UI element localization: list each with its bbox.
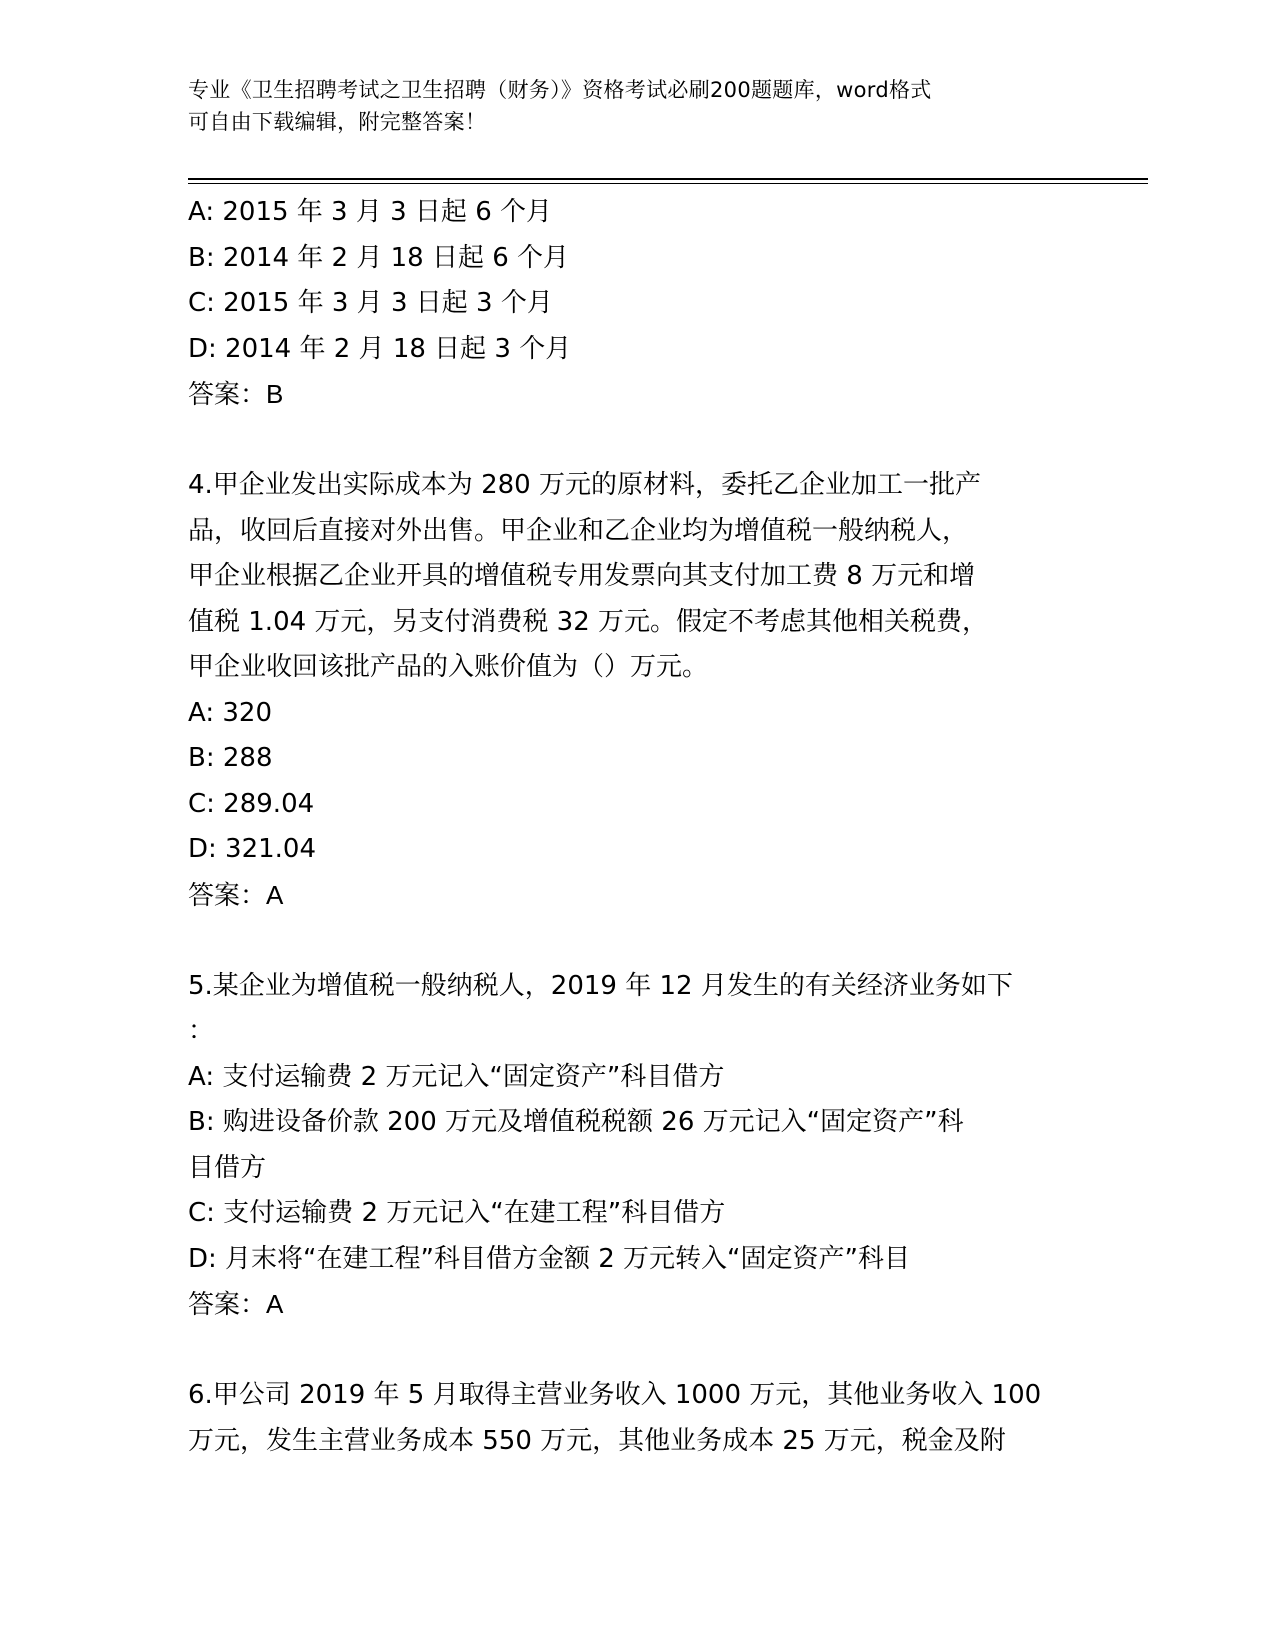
question-text-line: 万元，发生主营业务成本 550 万元，其他业务成本 25 万元，税金及附 <box>188 1425 1006 1456</box>
question-text-line: 5.某企业为增值税一般纳税人，2019 年 12 月发生的有关经济业务如下 <box>188 970 1013 1001</box>
option-b: B: 购进设备价款 200 万元及增值税税额 26 万元记入“固定资产”科 <box>188 1107 964 1137</box>
spacer <box>188 418 1088 464</box>
option-d: D: 2014 年 2 月 18 日起 3 个月 <box>188 333 572 364</box>
option-b: B: 2014 年 2 月 18 日起 6 个月 <box>188 242 570 273</box>
question-text-line: ： <box>188 1016 215 1046</box>
answer: 答案：A <box>188 879 284 910</box>
option-c: C: 支付运输费 2 万元记入“在建工程”科目借方 <box>188 1198 726 1228</box>
document-body <box>188 190 1088 1464</box>
header-line-2: 可自由下载编辑，附完整答案！ <box>188 110 487 134</box>
question-5 <box>188 964 1088 1328</box>
option-c: C: 2015 年 3 月 3 日起 3 个月 <box>188 288 553 318</box>
header-rule-thick <box>188 178 1148 180</box>
option-a: A: 2015 年 3 月 3 日起 6 个月 <box>188 197 553 227</box>
question-text-line: 4.甲企业发出实际成本为 280 万元的原材料，委托乙企业加工一批产 <box>188 470 981 500</box>
spacer <box>188 1328 1088 1374</box>
document-header <box>188 74 1088 138</box>
question-text-line: 6.甲公司 2019 年 5 月取得主营业务收入 1000 万元，其他业务收入 100 <box>188 1380 1042 1410</box>
option-c: C: 289.04 <box>188 788 315 819</box>
header-rule-thin <box>188 183 1148 184</box>
header-line-1: 专业《卫生招聘考试之卫生招聘（财务）》资格考试必刷200题题库，word格式 <box>188 78 932 102</box>
option-b: B: 288 <box>188 743 273 773</box>
option-d: D: 月末将“在建工程”科目借方金额 2 万元转入“固定资产”科目 <box>188 1243 910 1274</box>
spacer <box>188 918 1088 964</box>
answer: 答案：A <box>188 1289 284 1319</box>
option-a: A: 320 <box>188 697 272 728</box>
question-3 <box>188 190 1088 418</box>
question-4 <box>188 463 1088 918</box>
question-text-line: 值税 1.04 万元，另支付消费税 32 万元。假定不考虑其他相关税费， <box>188 606 989 637</box>
answer: 答案：B <box>188 379 284 409</box>
option-b-continued: 目借方 <box>188 1152 267 1183</box>
question-6 <box>188 1373 1088 1464</box>
option-a: A: 支付运输费 2 万元记入“固定资产”科目借方 <box>188 1061 725 1092</box>
question-text-line: 甲企业根据乙企业开具的增值税专用发票向其支付加工费 8 万元和增 <box>188 561 976 591</box>
option-d: D: 321.04 <box>188 834 317 864</box>
question-text-line: 甲企业收回该批产品的入账价值为（）万元。 <box>188 652 709 682</box>
question-text-line: 品，收回后直接对外出售。甲企业和乙企业均为增值税一般纳税人， <box>188 515 969 546</box>
